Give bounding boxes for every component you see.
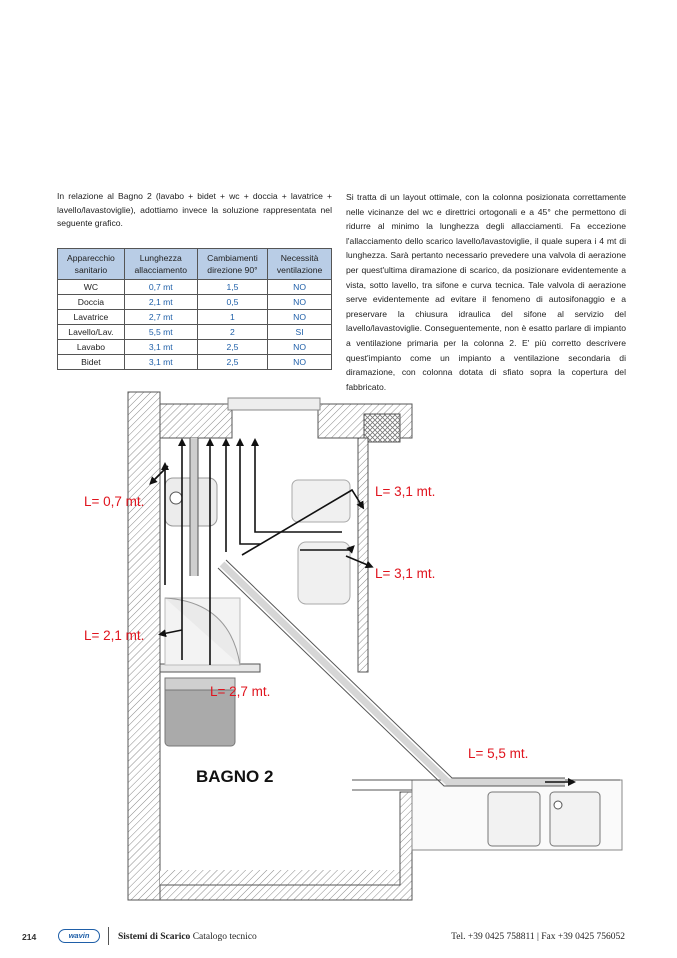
table-row: [58, 310, 332, 325]
table-cell: WC: [58, 280, 125, 295]
label-wc: L= 0,7 mt.: [84, 494, 145, 509]
table-cell: 2,5: [197, 340, 267, 355]
table-cell: 2,7 mt: [124, 310, 197, 325]
table-cell: 2,5: [197, 355, 267, 370]
table-cell: SI: [268, 325, 332, 340]
table-cell: NO: [268, 280, 332, 295]
table-cell: 3,1 mt: [124, 340, 197, 355]
table-cell: 1,5: [197, 280, 267, 295]
top-wall: [160, 404, 232, 438]
fixtures-table: [57, 248, 332, 370]
table-cell: NO: [268, 355, 332, 370]
table-cell: 5,5 mt: [124, 325, 197, 340]
table-row: [58, 295, 332, 310]
table-row: [58, 355, 332, 370]
table-header-cell: Lunghezza allacciamento: [124, 249, 197, 280]
table-cell: 0,5: [197, 295, 267, 310]
outer-wall: [128, 392, 160, 900]
table-header-cell: Necessità ventilazione: [268, 249, 332, 280]
footer-divider: [108, 927, 109, 945]
page-footer: [0, 925, 677, 949]
table-cell: NO: [268, 295, 332, 310]
table-cell: 2,1 mt: [124, 295, 197, 310]
vent-line-5: [240, 442, 260, 544]
table-cell: Lavabo: [58, 340, 125, 355]
table-cell: 2: [197, 325, 267, 340]
bathroom-plumbing-diagram: [0, 380, 677, 910]
table-row: [58, 280, 332, 295]
table-cell: 3,1 mt: [124, 355, 197, 370]
diagram-title: BAGNO 2: [196, 767, 274, 786]
table-cell: Lavatrice: [58, 310, 125, 325]
table-cell: NO: [268, 310, 332, 325]
vent-cap: [228, 398, 320, 410]
footer-title: Sistemi di Scarico Catalogo tecnico: [118, 932, 257, 942]
label-lavabo: L= 3,1 mt.: [375, 566, 436, 581]
right-wall: [358, 438, 368, 672]
intro-paragraph: In relazione al Bagno 2 (lavabo + bidet + wc + doccia + lavatrice + lavello/lavastoviglie), adottiamo invece la soluzione rappresentata nel seguente grafico.: [57, 191, 332, 229]
wc-drain-icon: [170, 492, 182, 504]
bidet: [292, 480, 350, 522]
washbasin: [298, 542, 350, 604]
label-lavatrice: L= 2,7 mt.: [210, 684, 271, 699]
fixtures: [165, 478, 622, 850]
table-cell: NO: [268, 340, 332, 355]
table-header-cell: Apparecchio sanitario: [58, 249, 125, 280]
page-number: 214: [22, 932, 37, 942]
column-block: [364, 414, 400, 442]
table-cell: 0,7 mt: [124, 280, 197, 295]
table-cell: Lavello/Lav.: [58, 325, 125, 340]
table-cell: 1: [197, 310, 267, 325]
table-cell: Doccia: [58, 295, 125, 310]
table-row: [58, 325, 332, 340]
wavin-logo: wavin: [58, 929, 100, 943]
label-doccia: L= 2,1 mt.: [84, 628, 145, 643]
kitchen-drain-icon: [554, 801, 562, 809]
table-header-cell: Cambiamenti direzione 90°: [197, 249, 267, 280]
table-cell: Bidet: [58, 355, 125, 370]
table-header-row: [58, 249, 332, 280]
kitchen-sink-left: [488, 792, 540, 846]
footer-contact: Tel. +39 0425 758811 | Fax +39 0425 756052: [451, 932, 625, 942]
table-row: [58, 340, 332, 355]
explanation-paragraph: Si tratta di un layout ottimale, con la colonna posizionata correttamente nelle vicinanze del wc e direttrici ortogonali e a 45° che permettono di ridurre al minimo la lunghezza degli allacciamenti. Fa eccezione l'allacciamento dello scarico lavello/lavastoviglie, il quale supera i 4 mt di lunghezza. Sarà pertanto necessario prevedere una valvola di aerazione per quest'ultima diramazione di scarico, da posizionare evidentemente a vista, sotto lavello, tra sifone e curva tecnica. Tale valvola di aerazione serve evidentemente ad evitare il fenomeno di autosifonaggio e a preservare la chiusura idraulica del sifone al servizio del lavello/lavastoviglie. Conseguentemente, non è esatto parlare di impianto a ventilazione primaria per la colonna 2. E' più corretto descrivere quest'impianto come un impianto a ventilazione secondaria di diramazione, con colonna dotata di sfiato sopra la copertura del fabbricato.: [346, 192, 626, 392]
kitchen-sink-right: [550, 792, 600, 846]
label-bidet: L= 3,1 mt.: [375, 484, 436, 499]
label-lavello: L= 5,5 mt.: [468, 746, 529, 761]
